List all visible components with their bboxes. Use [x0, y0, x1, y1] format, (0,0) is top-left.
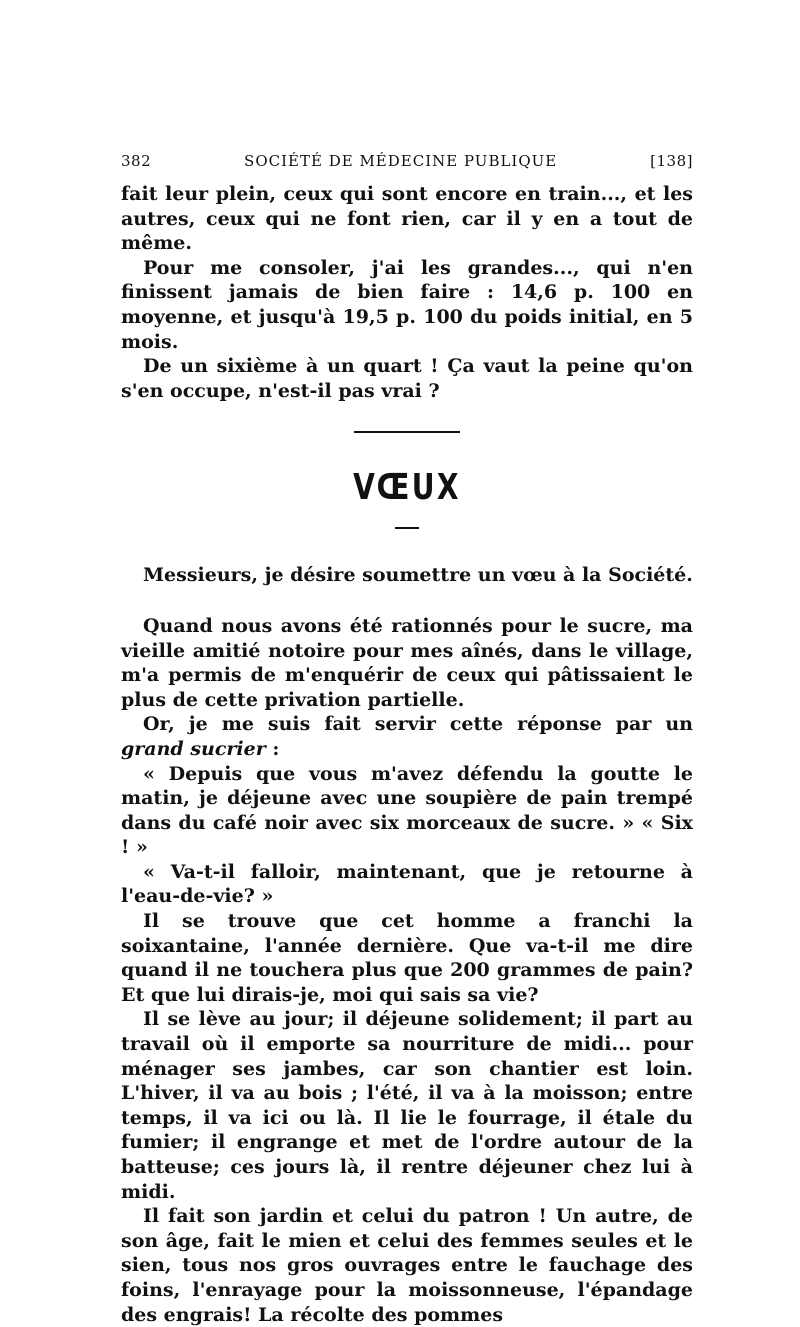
paragraph: « Va-t-il falloir, maintenant, que je retourne à l'eau-de-vie? »	[121, 860, 693, 908]
page-number: 382	[121, 152, 152, 170]
paragraph: « Depuis que vous m'avez défendu la goutte le matin, je déjeune avec une soupière de pain trempé dans du café noir avec six morceaux de sucre. » « Six ! »	[121, 762, 693, 859]
italic-phrase: grand sucrier	[121, 737, 266, 760]
paragraph: Il fait son jardin et celui du patron ! Un autre, de son âge, fait le mien et celui des femmes seules et le sien, tous nos gros ouvrages entre le fauchage des foins, l'enrayage pour la moissonneuse, l'épandage des engrais! La récolte des pommes	[121, 1205, 693, 1326]
section-divider	[354, 431, 460, 433]
paragraph-suffix: :	[265, 737, 280, 760]
paragraph	[121, 712, 693, 761]
bracket-number: [138]	[650, 152, 693, 170]
paragraph: fait leur plein, ceux qui sont encore en train..., et les autres, ceux qui ne font rien, car il y en a tout de même.	[121, 183, 693, 255]
paragraph: Il se trouve que cet homme a franchi la soixantaine, l'année dernière. Que va-t-il me dire quand il ne touchera plus que 200 grammes de pain? Et que lui dirais-je, moi qui sais sa vie?	[121, 910, 693, 1006]
opening-line: Messieurs, je désire soumettre un vœu à la Société.	[143, 564, 693, 587]
paragraph: De un sixième à un quart ! Ça vaut la peine qu'on s'en occupe, n'est-il pas vrai ?	[121, 355, 693, 402]
book-page	[121, 152, 693, 1327]
running-title: SOCIÉTÉ DE MÉDECINE PUBLIQUE	[244, 152, 558, 170]
paragraph-text: Or, je me suis fait servir cette réponse par un	[143, 713, 693, 736]
paragraph: Pour me consoler, j'ai les grandes..., qui n'en finissent jamais de bien faire : 14,6 p. 100 en moyenne, et jusqu'à 19,5 p. 100 du poids initial, en 5 mois.	[121, 256, 693, 353]
section-heading: VŒUX	[353, 467, 461, 509]
paragraph: Quand nous avons été rationnés pour le sucre, ma vieille amitié notoire pour mes aînés, dans le village, m'a permis de m'enquérir de ceux qui pâtissaient le plus de cette privation partielle.	[121, 614, 693, 711]
running-head	[121, 152, 693, 182]
paragraph: Il se lève au jour; il déjeune solidement; il part au travail où il emporte sa nourriture de midi... pour ménager ses jambes, car son chantier est loin. L'hiver, il va au bois ; l'été, il va à la moisson; entre temps, il va ici ou là. Il lie le fourrage, il étale du fumier; il engrange et met de l'ordre autour de la batteuse; ces jours là, il rentre déjeuner chez lui à midi.	[121, 1008, 693, 1203]
